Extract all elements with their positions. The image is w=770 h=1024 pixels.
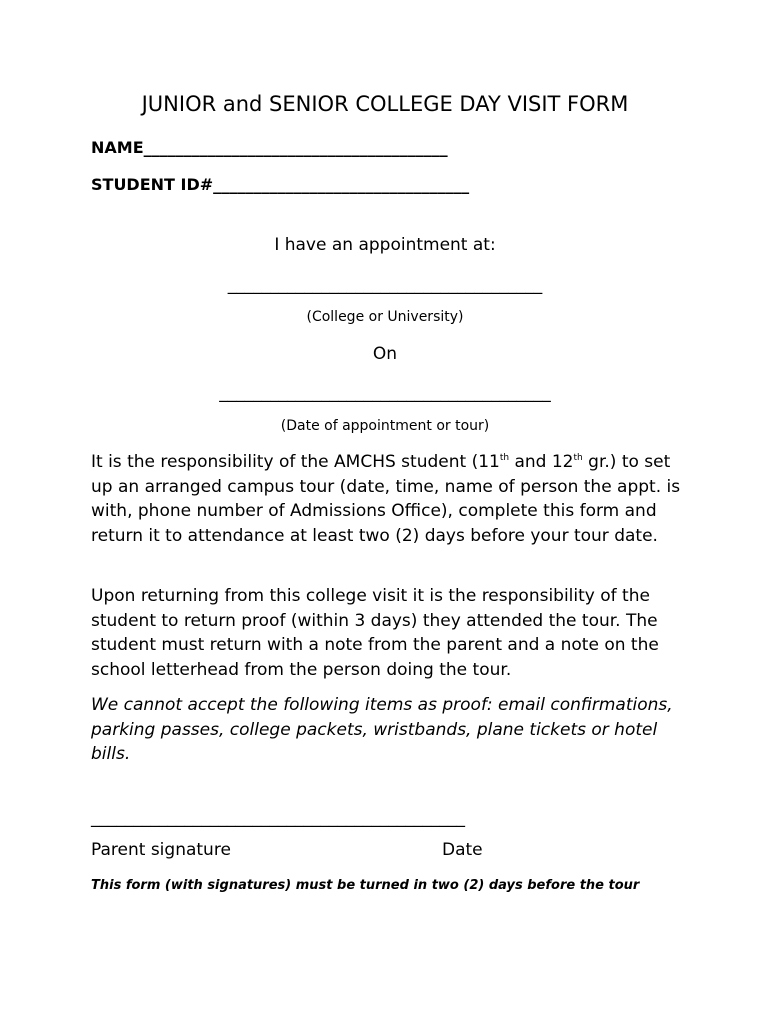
- paragraph1-part-b: and 12: [509, 452, 574, 472]
- superscript-th-b: th: [573, 453, 583, 463]
- parent-signature-label: Parent signature: [91, 840, 231, 860]
- date-blank-line[interactable]: _______________________________________: [219, 383, 551, 403]
- proof-paragraph: Upon returning from this college visit it is the responsibility of the student to return proof (within 3 days) they attended the tour. The student must return with a note from the parent and a note on the school letterhead from the person doing the tour.: [91, 586, 659, 680]
- name-field-line[interactable]: NAME______________________________________: [91, 138, 448, 157]
- responsibility-paragraph: [91, 450, 691, 548]
- not-accepted-paragraph: We cannot accept the following items as proof: email confirmations, parking passes, college packets, wristbands, plane tickets or hotel bills.: [91, 695, 673, 764]
- footer-note: This form (with signatures) must be turned in two (2) days before the tour: [91, 878, 640, 893]
- paragraph1-part-c: gr.) to set up an arranged campus tour (date, time, name of person the appt. is with, phone number of Admissions Office), complete this form and return it to attendance at least two (2) days before your tour date.: [91, 452, 681, 546]
- form-title: JUNIOR and SENIOR COLLEGE DAY VISIT FORM: [141, 92, 629, 116]
- student-id-field-line[interactable]: STUDENT ID#________________________________: [91, 175, 470, 194]
- superscript-th-a: th: [499, 453, 510, 463]
- appointment-intro: I have an appointment at:: [274, 235, 496, 255]
- college-caption: (College or University): [306, 309, 464, 325]
- signature-line[interactable]: ____________________________________________: [91, 808, 465, 828]
- college-blank-line[interactable]: _____________________________________: [227, 275, 543, 295]
- date-label: Date: [442, 840, 483, 860]
- paragraph1-part-a: It is the responsibility of the AMCHS student (11: [91, 452, 500, 472]
- date-caption: (Date of appointment or tour): [280, 418, 490, 434]
- on-label: On: [372, 344, 398, 364]
